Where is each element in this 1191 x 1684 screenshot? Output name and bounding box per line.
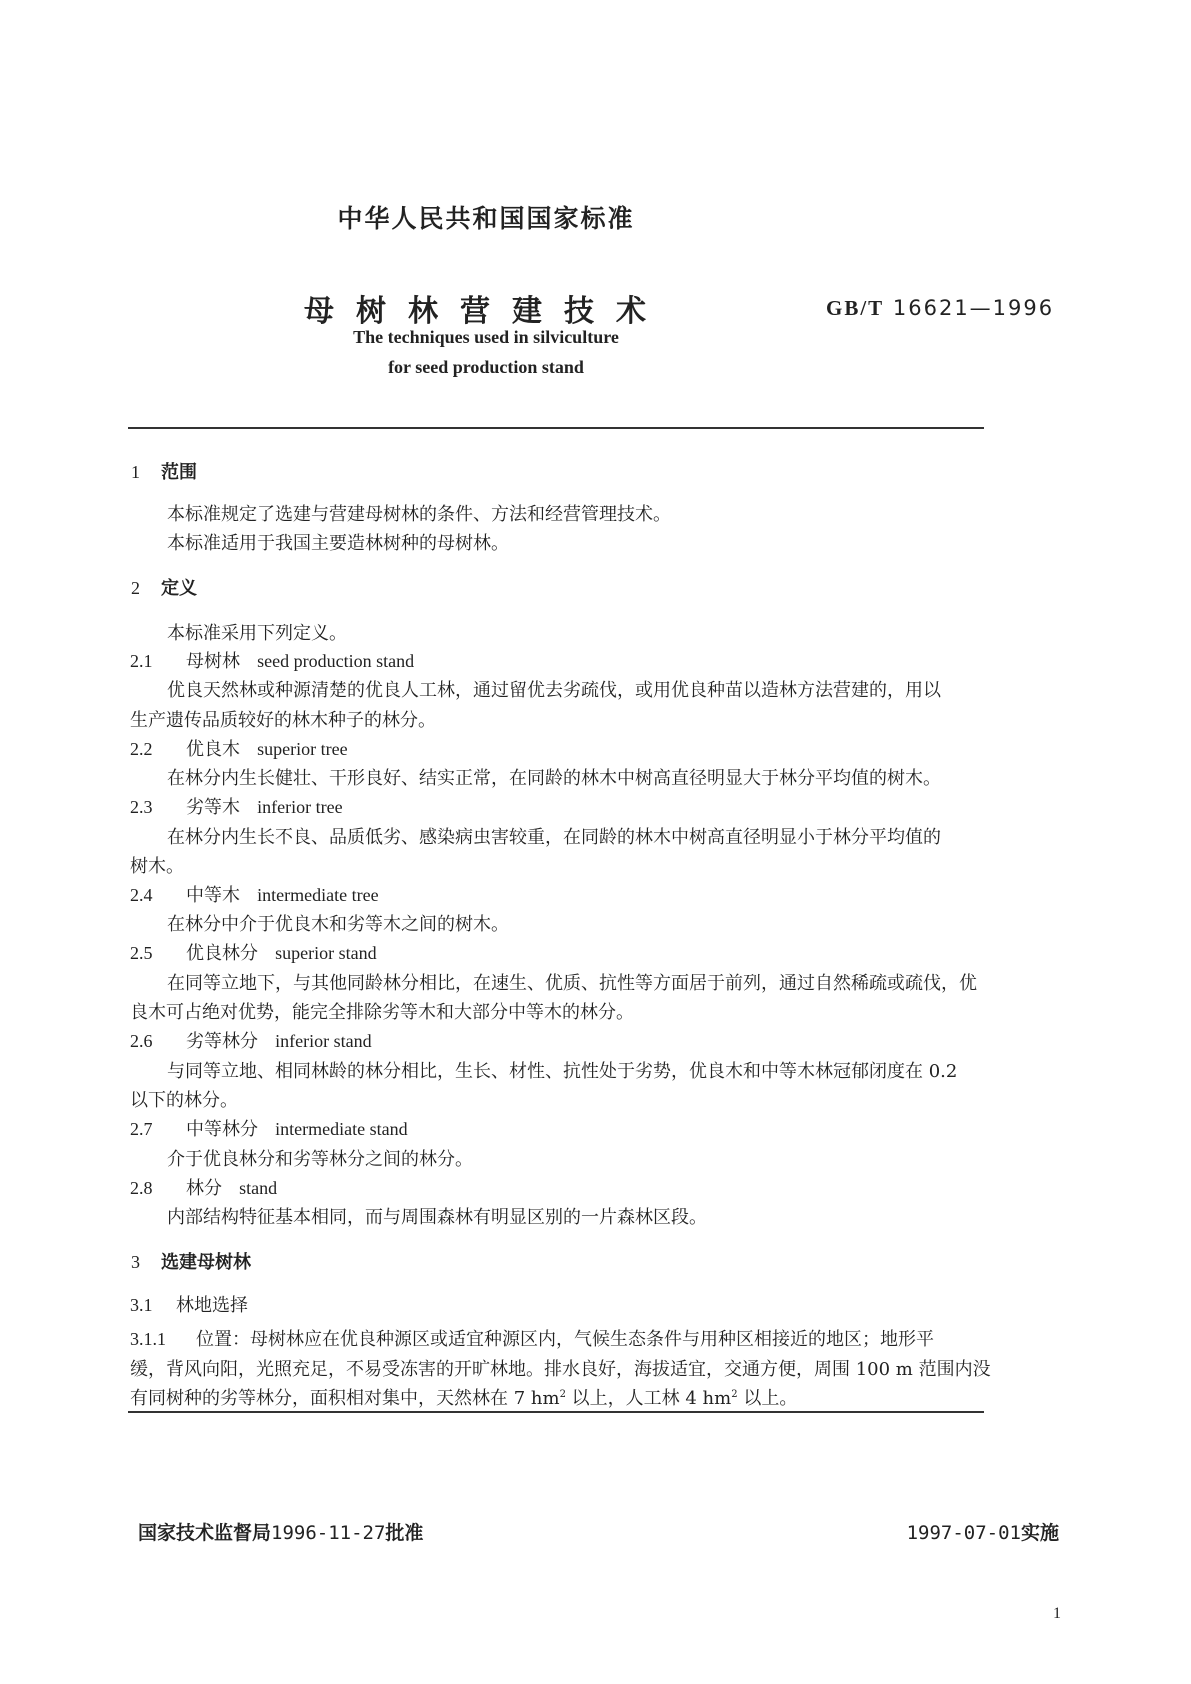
implementation-info	[907, 1518, 1059, 1545]
section-3-heading	[131, 1248, 251, 1274]
clause-number: 2.2	[130, 739, 153, 759]
term-english: intermediate stand	[275, 1119, 408, 1139]
standard-number-prefix: GB/T	[826, 296, 885, 320]
subsection-title: 林地选择	[176, 1295, 248, 1316]
definition-2-6	[130, 1027, 372, 1053]
definition-text: 内部结构特征基本相同，而与周围森林有明显区别的一片森林区段。	[167, 1207, 707, 1228]
section-title: 范围	[161, 462, 197, 483]
term: 母树林	[186, 651, 240, 672]
term-english: inferior stand	[275, 1031, 372, 1051]
approval-org: 国家技术监督局	[138, 1522, 272, 1544]
clause-number: 2.6	[130, 1031, 153, 1051]
clause-3-1-1	[130, 1325, 934, 1351]
implement-date: 1997-07-01	[906, 1522, 1021, 1544]
definition-2-2	[130, 735, 348, 761]
term-english: inferior tree	[257, 797, 343, 817]
subsection-3-1	[130, 1291, 248, 1317]
definition-text: 在林分中介于优良木和劣等木之间的树木。	[167, 914, 509, 935]
term-english: superior stand	[275, 943, 377, 963]
clause-number: 2.7	[130, 1119, 153, 1139]
superscript: 2	[731, 1389, 738, 1400]
standard-title: 母树林营建技术	[304, 294, 668, 329]
clause-text: 缓，背风向阳，光照充足，不易受冻害的开旷林地。排水良好，海拔适宜，交通方便，周围 100 m 范围内没	[130, 1359, 991, 1380]
definition-text: 良木可占绝对优势，能完全排除劣等木和大部分中等木的林分。	[130, 1002, 634, 1023]
term: 劣等林分	[186, 1031, 258, 1052]
header-divider	[128, 427, 984, 429]
definition-2-3	[130, 793, 343, 819]
clause-text-part: 以上。	[737, 1388, 798, 1409]
definition-text: 在林分内生长健壮、干形良好、结实正常，在同龄的林木中树高直径明显大于林分平均值的树木。	[167, 768, 941, 789]
clause-number: 2.4	[130, 885, 153, 905]
definition-text: 与同等立地、相同林龄的林分相比，生长、材性、抗性处于劣势，优良木和中等木林冠郁闭度在 0.2	[167, 1061, 958, 1082]
section-1-heading	[131, 458, 197, 484]
clause-number: 3.1	[130, 1295, 153, 1315]
definition-2-8	[130, 1174, 277, 1200]
approval-info	[138, 1518, 423, 1545]
paragraph: 本标准采用下列定义。	[167, 623, 347, 644]
term: 林分	[186, 1178, 222, 1199]
term-english: intermediate tree	[257, 885, 379, 905]
definition-2-4	[130, 881, 379, 907]
definition-2-1	[130, 647, 414, 673]
standard-number-value: 16621—1996	[892, 296, 1055, 320]
clause-number: 2.1	[130, 651, 153, 671]
paragraph: 本标准适用于我国主要造林树种的母树林。	[167, 533, 509, 554]
term-english: superior tree	[257, 739, 348, 759]
section-2-heading	[131, 574, 197, 600]
implement-word: 实施	[1020, 1522, 1059, 1544]
approval-word: 批准	[385, 1522, 424, 1544]
definition-text: 优良天然林或种源清楚的优良人工林，通过留优去劣疏伐，或用优良种苗以造林方法营建的，用以	[167, 680, 941, 701]
term-english: seed production stand	[257, 651, 415, 671]
paragraph: 本标准规定了选建与营建母树林的条件、方法和经营管理技术。	[167, 504, 671, 525]
definition-text: 树木。	[130, 856, 184, 877]
definition-2-7	[130, 1115, 408, 1141]
clause-number: 2.5	[130, 943, 153, 963]
term: 优良林分	[186, 943, 258, 964]
clause-text-part: 以上，人工林 4 hm	[565, 1388, 732, 1409]
standard-number	[826, 296, 1054, 321]
definition-text: 在同等立地下，与其他同龄林分相比，在速生、优质、抗性等方面居于前列，通过自然稀疏或疏伐，优	[167, 973, 977, 994]
term: 中等林分	[186, 1119, 258, 1140]
term: 中等木	[186, 885, 240, 906]
term-english: stand	[239, 1178, 278, 1198]
term: 劣等木	[186, 797, 240, 818]
section-number: 1	[131, 462, 140, 482]
english-title-line-1: The techniques used in silviculture	[353, 327, 619, 347]
page-number: 1	[1053, 1605, 1061, 1622]
english-title-line-2: for seed production stand	[388, 357, 584, 377]
section-title: 定义	[161, 578, 197, 599]
clause-number: 2.3	[130, 797, 153, 817]
section-title: 选建母树林	[161, 1252, 251, 1273]
section-number: 3	[131, 1252, 140, 1272]
definition-text: 在林分内生长不良、品质低劣、感染病虫害较重，在同龄的林木中树高直径明显小于林分平均值的	[167, 827, 941, 848]
clause-text: 位置：母树林应在优良种源区或适宜种源区内，气候生态条件与用种区相接近的地区；地形平	[196, 1329, 934, 1350]
definition-text: 生产遗传品质较好的林木种子的林分。	[130, 710, 436, 731]
national-standard-title: 中华人民共和国国家标准	[337, 204, 635, 233]
clause-number: 3.1.1	[130, 1329, 166, 1349]
term: 优良木	[186, 739, 240, 760]
footer-divider	[128, 1411, 984, 1413]
definition-text: 介于优良林分和劣等林分之间的林分。	[167, 1149, 473, 1170]
clause-number: 2.8	[130, 1178, 153, 1198]
approval-date: 1996-11-27	[271, 1522, 386, 1544]
section-number: 2	[131, 578, 140, 598]
clause-text-part: 有同树种的劣等林分，面积相对集中，天然林在 7 hm	[130, 1388, 560, 1409]
definition-2-5	[130, 939, 377, 965]
definition-text: 以下的林分。	[130, 1090, 238, 1111]
clause-text	[130, 1384, 797, 1410]
superscript: 2	[559, 1389, 566, 1400]
